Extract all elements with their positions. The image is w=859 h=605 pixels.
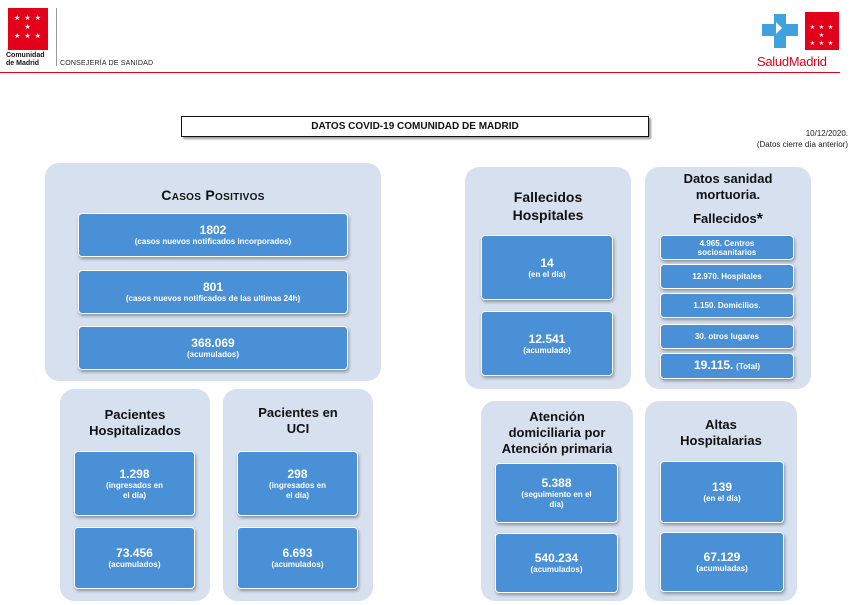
altas-title (645, 417, 797, 449)
altas-acumuladas-label: (acumuladas) (696, 564, 748, 573)
comunidad-madrid-logo-text: Comunidad de Madrid (6, 52, 45, 67)
comunidad-madrid-flag-logo: ★ ★ ★ ★ ★ ★ ★ (8, 8, 48, 50)
mortuoria-title (645, 171, 811, 203)
fallecidos-dia-box (481, 235, 613, 300)
sanidad-mortuoria-panel (645, 167, 811, 389)
casos-24h-label: (casos nuevos notificados de las ultimas 24h) (125, 294, 301, 303)
salud-madrid-logo-text: SaludMadrid (757, 54, 827, 69)
atencion-acumulados-value: 540.234 (534, 551, 579, 565)
uci-acumulados-value: 6.693 (282, 546, 313, 560)
uci-title-line2: UCI (286, 421, 310, 436)
atencion-acumulados-box (495, 533, 618, 593)
atencion-acumulados-label: (acumulados) (530, 565, 583, 574)
fallecidos-title-line1: Fallecidos (513, 189, 583, 205)
fallecidos-acumulado-value: 12.541 (528, 331, 566, 346)
asterisk-icon: * (756, 211, 763, 228)
hospitalizados-acumulados-label: (acumulados) (108, 560, 161, 569)
report-date (700, 128, 848, 150)
mortuoria-sociosanitarios-line1: 4.965. Centros (699, 238, 755, 248)
mortuoria-sociosanitarios-line2: sociosanitarios (697, 247, 757, 257)
uci-dia-label-2: el día) (285, 490, 310, 500)
altas-title-line1: Altas (705, 417, 737, 432)
date-note: (Datos cierre día anterior) (756, 140, 848, 149)
altas-dia-value: 139 (711, 480, 733, 494)
mortuoria-subtitle (645, 211, 811, 228)
altas-dia-box (660, 461, 784, 523)
mortuoria-otros-lugares-text: 30. otros lugares (694, 332, 760, 341)
atencion-dia-value: 5.388 (541, 476, 572, 490)
hospitalizados-dia-label-2: el día) (122, 490, 147, 500)
mortuoria-title-line1: Datos sanidad (683, 171, 773, 186)
mortuoria-domicilios-box (660, 293, 794, 318)
hospitalizados-dia-label-1: (ingresados en (106, 480, 163, 490)
logo-divider (56, 8, 57, 66)
mortuoria-total-label: (Total) (736, 362, 760, 371)
uci-acumulados-box (237, 527, 358, 589)
mortuoria-otros-lugares-box (660, 324, 794, 349)
mortuoria-sociosanitarios-box (660, 235, 794, 260)
altas-acumuladas-box (660, 532, 784, 592)
mortuoria-total (694, 359, 760, 373)
hospitalizados-dia-box (74, 451, 195, 516)
uci-dia-label-1: (ingresados en (269, 480, 326, 490)
mortuoria-hospitales-text: 12.970. Hospitales (692, 272, 762, 281)
altas-title-line2: Hospitalarias (680, 433, 762, 448)
date-value: 10/12/2020. (805, 129, 848, 138)
atencion-dia-label-1: (seguimiento en el (521, 490, 592, 499)
uci-dia-box (237, 451, 358, 516)
atencion-title-line1: Atención (529, 409, 585, 424)
altas-acumuladas-value: 67.129 (703, 550, 741, 564)
mortuoria-total-box (660, 353, 794, 379)
mortuoria-title-line2: mortuoria. (695, 187, 761, 202)
casos-acumulados-box (78, 326, 348, 370)
uci-title-line1: Pacientes en (258, 405, 338, 420)
salud-madrid-cross-icon (760, 12, 800, 50)
fallecidos-hospitales-panel (465, 167, 631, 389)
page-title: DATOS COVID-19 COMUNIDAD DE MADRID (181, 116, 649, 137)
casos-positivos-title: Casos Positivos (161, 187, 265, 203)
casos-24h-value: 801 (202, 280, 224, 294)
hospitalizados-acumulados-box (74, 527, 195, 589)
casos-incorporados-value: 1802 (199, 223, 227, 237)
atencion-dia-box (495, 463, 618, 523)
fallecidos-dia-label: (en el día) (528, 269, 566, 279)
fallecidos-acumulado-box (481, 311, 613, 376)
casos-nuevos-24h-box (78, 270, 348, 314)
uci-acumulados-label: (acumulados) (271, 560, 324, 569)
mortuoria-total-value: 19.115. (694, 358, 734, 372)
uci-dia-value: 298 (287, 466, 308, 481)
atencion-domiciliaria-panel (481, 401, 633, 601)
pacientes-uci-panel (223, 389, 373, 601)
mortuoria-hospitales-box (660, 264, 794, 289)
fallecidos-dia-value: 14 (540, 255, 554, 270)
atencion-dia-label-2: día) (549, 500, 564, 509)
fallecidos-title-line2: Hospitales (512, 207, 584, 223)
casos-acumulados-label: (acumulados) (186, 350, 239, 359)
uci-title (223, 405, 373, 437)
pacientes-hospitalizados-panel (60, 389, 210, 601)
hospitalizados-dia-value: 1.298 (119, 466, 150, 481)
hospitalizados-acumulados-value: 73.456 (116, 546, 153, 560)
altas-dia-label: (en el día) (703, 494, 741, 503)
fallecidos-acumulado-label: (acumulado) (523, 345, 571, 355)
casos-acumulados-value: 368.069 (191, 336, 235, 350)
atencion-title-line2: domiciliaria por (508, 425, 606, 440)
casos-nuevos-incorporados-box (78, 213, 348, 257)
fallecidos-title (465, 188, 631, 224)
salud-madrid-flag-logo: ★ ★ ★ ★ ★ ★ ★ (805, 12, 839, 50)
mortuoria-domicilios-text: 1.150. Domicilios. (693, 301, 761, 310)
header-rule (0, 72, 840, 73)
consejeria-label: CONSEJERÍA DE SANIDAD (60, 60, 154, 67)
atencion-title (481, 409, 633, 457)
casos-incorporados-label: (casos nuevos notificados incorporados) (134, 237, 292, 246)
atencion-title-line3: Atención primaria (501, 441, 613, 456)
altas-hospitalarias-panel (645, 401, 797, 601)
casos-positivos-panel (45, 163, 381, 381)
mortuoria-subtitle-text: Fallecidos (693, 211, 757, 226)
hospitalizados-title: Pacientes Hospitalizados (89, 407, 181, 438)
